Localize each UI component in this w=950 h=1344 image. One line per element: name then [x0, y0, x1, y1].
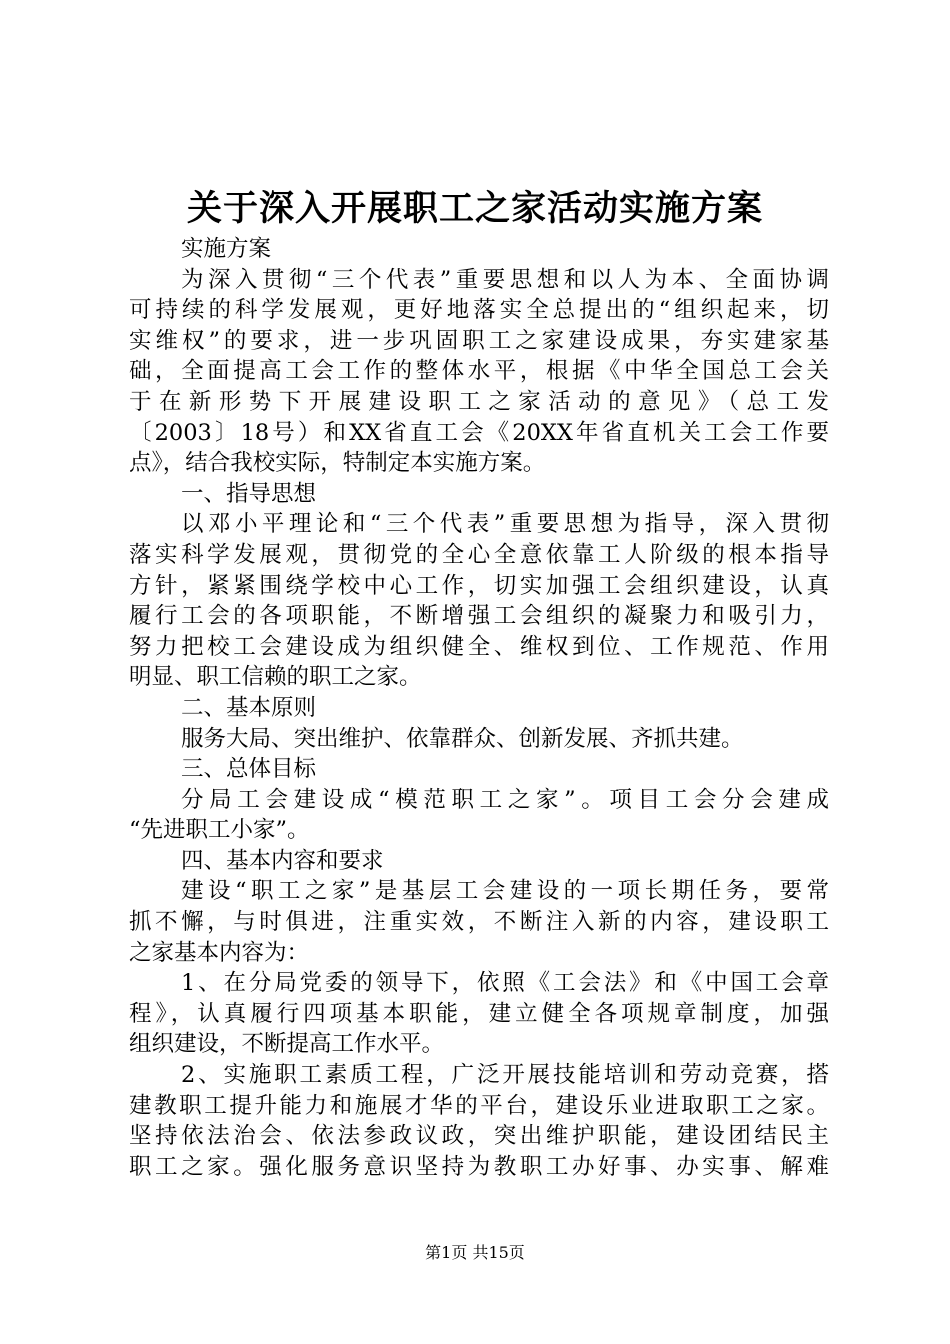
text-line: 实施方案 — [181, 236, 272, 262]
page-footer: 第1页 共15页 — [425, 1243, 525, 1262]
text-line: 于在新形势下开展建设职工之家活动的意见》（总工发 — [129, 388, 829, 415]
text-line: 1、在分局党委的领导下，依照《工会法》和《中国工会章 — [181, 970, 829, 997]
text-line: 可持续的科学发展观，更好地落实全总提出的“组织起来，切 — [129, 297, 829, 324]
text-line: 点》，结合我校实际，特制定本实施方案。 — [129, 450, 546, 477]
text-line: 〔2003〕18号）和XX省直工会《20XX年省直机关工会工作要 — [129, 419, 829, 446]
section-heading: 四、基本内容和要求 — [181, 847, 384, 874]
text-line: 础，全面提高工会工作的整体水平，根据《中华全国总工会关 — [129, 358, 829, 385]
text-line: 明显、职工信赖的职工之家。 — [129, 664, 422, 691]
text-line: 抓不懈，与时俱进，注重实效，不断注入新的内容，建设职工 — [129, 909, 829, 936]
text-line: 组织建设，不断提高工作水平。 — [129, 1031, 445, 1058]
text-line: 之家基本内容为： — [129, 939, 310, 966]
text-line: 职工之家。强化服务意识坚持为教职工办好事、办实事、解难 — [129, 1153, 829, 1180]
section-heading: 一、指导思想 — [181, 480, 317, 507]
text-line: 分局工会建设成“模范职工之家”。项目工会分会建成 — [181, 786, 829, 813]
section-heading: 二、基本原则 — [181, 694, 317, 721]
text-line: 落实科学发展观，贯彻党的全心全意依靠工人阶级的根本指导 — [129, 541, 829, 568]
text-line: 为深入贯彻“三个代表”重要思想和以人为本、全面协调 — [181, 266, 829, 293]
text-line: 努力把校工会建设成为组织健全、维权到位、工作规范、作用 — [129, 633, 829, 660]
text-line: 服务大局、突出维护、依靠群众、创新发展、齐抓共建。 — [181, 725, 744, 752]
text-line: 建教职工提升能力和施展才华的平台，建设乐业进取职工之家。 — [129, 1092, 829, 1119]
text-line: 建设“职工之家”是基层工会建设的一项长期任务，要常 — [181, 878, 829, 905]
text-line: 程》，认真履行四项基本职能，建立健全各项规章制度，加强 — [129, 1000, 829, 1027]
text-line: 以邓小平理论和“三个代表”重要思想为指导，深入贯彻 — [181, 511, 829, 538]
page-title: 关于深入开展职工之家活动实施方案 — [186, 188, 763, 229]
section-heading: 三、总体目标 — [181, 756, 317, 783]
text-line: 坚持依法治会、依法参政议政，突出维护职能，建设团结民主 — [129, 1123, 829, 1150]
document-body — [129, 234, 829, 1182]
text-line: “先进职工小家”。 — [129, 817, 310, 844]
text-line: 方针，紧紧围绕学校中心工作，切实加强工会组织建设，认真 — [129, 572, 829, 599]
text-line: 履行工会的各项职能，不断增强工会组织的凝聚力和吸引力， — [129, 603, 829, 630]
text-line: 实维权”的要求，进一步巩固职工之家建设成果，夯实建家基 — [129, 327, 829, 354]
text-line: 2、实施职工素质工程，广泛开展技能培训和劳动竞赛，搭 — [181, 1062, 829, 1089]
